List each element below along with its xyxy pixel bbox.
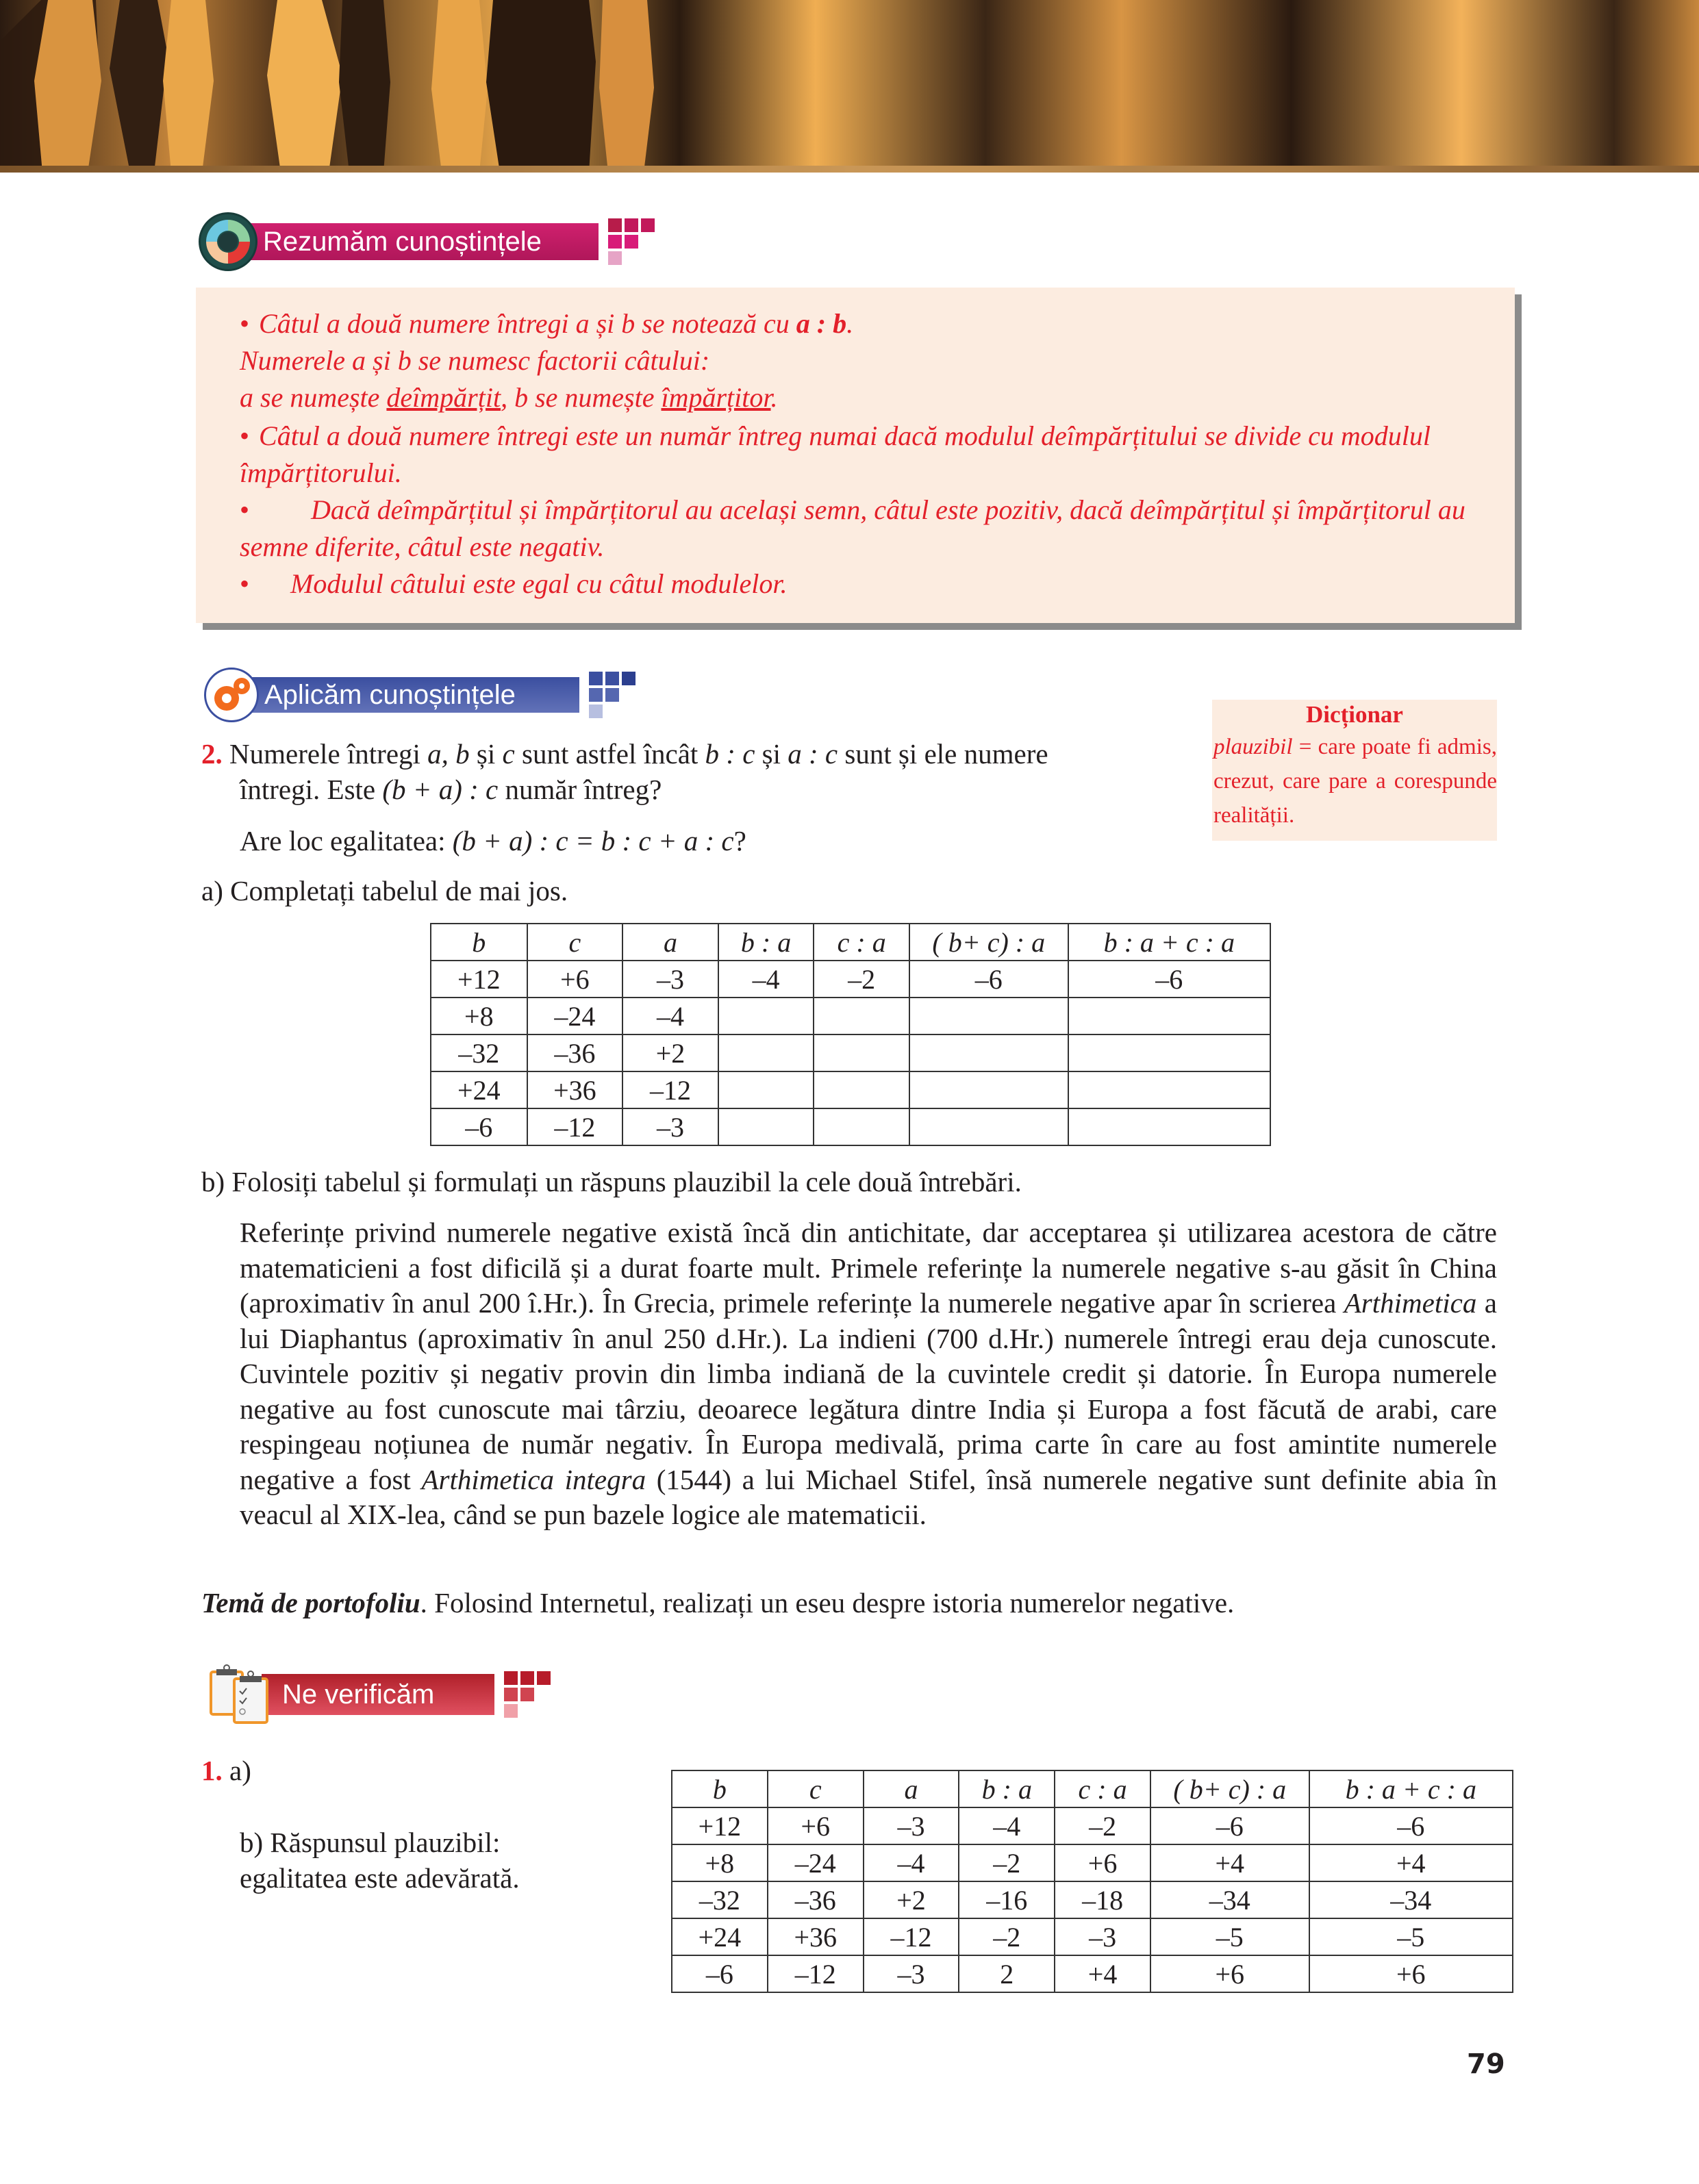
exercise-2-statement: 2. Numerele întregi a, b și c sunt astfel încât b : c și a : c sunt și ele numere xyxy=(201,738,1048,770)
table-cell[interactable] xyxy=(718,1108,814,1145)
exercise-table xyxy=(430,923,1271,1146)
table-row xyxy=(672,1918,1513,1955)
table-cell: +2 xyxy=(864,1881,959,1918)
table-row xyxy=(672,1955,1513,1992)
header-sum-of-quotients: b : a + c : a xyxy=(1068,924,1270,961)
header-a: a xyxy=(622,924,718,961)
table-cell: –5 xyxy=(1150,1918,1309,1955)
table-cell[interactable] xyxy=(718,1071,814,1108)
apply-section-header xyxy=(204,668,635,722)
portfolio-label: Temă de portofoliu xyxy=(201,1587,420,1618)
bullet: • xyxy=(240,308,250,339)
header-c-div-a: c : a xyxy=(1055,1770,1150,1807)
table-cell: –6 xyxy=(1309,1807,1513,1844)
table-cell: 2 xyxy=(959,1955,1055,1992)
table-cell[interactable] xyxy=(814,998,909,1034)
table-cell: +6 xyxy=(527,961,623,998)
table-cell: –6 xyxy=(909,961,1068,998)
table-cell: –4 xyxy=(622,998,718,1034)
squares-decoration xyxy=(608,218,655,265)
table-cell: +36 xyxy=(768,1918,864,1955)
table-cell: –24 xyxy=(527,998,623,1034)
table-cell[interactable] xyxy=(1068,1108,1270,1145)
table-cell: +4 xyxy=(1309,1844,1513,1881)
table-cell: –4 xyxy=(718,961,814,998)
dictionary-box xyxy=(1212,700,1497,841)
table-cell: +8 xyxy=(431,998,527,1034)
table-cell: –4 xyxy=(864,1844,959,1881)
answer-number: 1. xyxy=(201,1755,223,1786)
table-cell: –16 xyxy=(959,1881,1055,1918)
term-impartitor: împărțitor xyxy=(661,382,771,413)
table-row xyxy=(431,961,1270,998)
gears-icon xyxy=(204,668,259,722)
verify-section-header xyxy=(205,1664,551,1725)
summary-item-1-line2: Numerele a și b se numesc factorii câtului: xyxy=(240,345,710,376)
table-cell: +2 xyxy=(622,1034,718,1071)
exercise-2-part-a: a) Completați tabelul de mai jos. xyxy=(201,875,568,906)
table-header-row xyxy=(672,1770,1513,1807)
table-cell[interactable] xyxy=(718,998,814,1034)
table-cell: +6 xyxy=(1309,1955,1513,1992)
table-cell: –2 xyxy=(814,961,909,998)
table-cell[interactable] xyxy=(814,1071,909,1108)
table-cell: –2 xyxy=(1055,1807,1150,1844)
table-cell: –34 xyxy=(1150,1881,1309,1918)
table-cell: –3 xyxy=(864,1955,959,1992)
header-c: c xyxy=(768,1770,864,1807)
dictionary-title: Dicționar xyxy=(1306,701,1403,728)
exercise-number: 2. xyxy=(201,738,223,770)
table-cell: –32 xyxy=(672,1881,768,1918)
table-cell: –6 xyxy=(672,1955,768,1992)
table-cell: +12 xyxy=(672,1807,768,1844)
banner-strip xyxy=(0,166,1699,173)
verify-section-title: Ne verificăm xyxy=(262,1674,494,1715)
table-cell: –12 xyxy=(864,1918,959,1955)
squares-decoration xyxy=(589,672,635,718)
clipboard-checklist-icon xyxy=(205,1664,281,1725)
table-cell: +6 xyxy=(1055,1844,1150,1881)
summary-item-3: • Dacă deîmpărțitul și împărțitorul au același semn, câtul este pozitiv, dacă deîmpărțitul și împărțitorul au semne diferite, câtul este negativ. xyxy=(240,494,1465,562)
table-row xyxy=(672,1881,1513,1918)
table-cell: +6 xyxy=(1150,1955,1309,1992)
table-cell: –2 xyxy=(959,1918,1055,1955)
page-number: 79 xyxy=(1467,2048,1505,2080)
portfolio-task: Temă de portofoliu. Folosind Internetul, realizați un eseu despre istoria numerelor negative. xyxy=(201,1587,1235,1618)
summary-item-2: • Câtul a două numere întregi este un număr întreg numai dacă modulul deîmpărțitului se divide cu modulul împărțitorului. xyxy=(240,420,1431,488)
answer-1-part-b: b) Răspunsul plauzibil: egalitatea este adevărată. xyxy=(240,1827,520,1894)
table-cell: +4 xyxy=(1055,1955,1150,1992)
table-cell: –32 xyxy=(431,1034,527,1071)
table-cell: –36 xyxy=(527,1034,623,1071)
summary-item-1: • Câtul a două numere întregi a și b se notează cu a : b. xyxy=(240,308,854,339)
term-deimpartit: deîmpărțit xyxy=(386,382,501,413)
table-cell: +24 xyxy=(431,1071,527,1108)
header-banner xyxy=(0,0,1699,173)
table-cell: –18 xyxy=(1055,1881,1150,1918)
summary-item-1-line3: a se numește deîmpărțit, b se numește împărțitor. xyxy=(240,382,778,413)
hexagonal-prisms-decoration xyxy=(0,0,1699,173)
table-cell[interactable] xyxy=(909,998,1068,1034)
table-cell: –3 xyxy=(864,1807,959,1844)
table-row xyxy=(431,998,1270,1034)
table-cell: –3 xyxy=(1055,1918,1150,1955)
header-sum-div-a: ( b+ c) : a xyxy=(1150,1770,1309,1807)
table-cell[interactable] xyxy=(814,1108,909,1145)
table-cell: –2 xyxy=(959,1844,1055,1881)
table-cell: +4 xyxy=(1150,1844,1309,1881)
table-cell: –6 xyxy=(1068,961,1270,998)
history-paragraph: Referințe privind numerele negative există încă din antichitate, dar acceptarea și utilizarea acestora de către matematicieni a fost dificilă și a durat foarte mult. Primele referințe la numerele negative s-au găsit în China (aproximativ în anul 200 î.Hr.). În Grecia, primele referințe la numerele negative apar în scrierea Arthimetica a lui Diaphantus (aproximativ în anul 250 d.Hr.). La indieni (700 d.Hr.) numerele întregi erau deja cunoscute. Cuvintele pozitiv și negativ provin din limba indiană de la cuvintele credit și datorie. În Europa numerele negative au fost cunoscute mai târziu, deoarece legătura dintre India și Europa a fost făcută de arabi, care respingeau noțiunea de număr negativ. În Europa medivală, prima carte în care au fost amintite numerele negative a fost Arthimetica integra (1544) a lui Michael Stifel, însă numerele negative sunt definite abia în veacul al XIX-lea, când se pun bazele logice ale matematicii. xyxy=(240,1217,1497,1530)
answer-1-label: 1. a) xyxy=(201,1755,251,1786)
header-b-div-a: b : a xyxy=(959,1770,1055,1807)
table-cell: –3 xyxy=(622,961,718,998)
table-cell: –36 xyxy=(768,1881,864,1918)
squares-decoration xyxy=(504,1671,551,1718)
table-row xyxy=(672,1844,1513,1881)
table-cell: +12 xyxy=(431,961,527,998)
exercise-2-part-b: b) Folosiți tabelul și formulați un răspuns plauzibil la cele două întrebări. xyxy=(201,1166,1022,1197)
table-cell: +24 xyxy=(672,1918,768,1955)
table-header-row xyxy=(431,924,1270,961)
table-row xyxy=(431,1034,1270,1071)
table-cell: –4 xyxy=(959,1807,1055,1844)
table-cell: –6 xyxy=(1150,1807,1309,1844)
header-sum-of-quotients: b : a + c : a xyxy=(1309,1770,1513,1807)
table-cell: –5 xyxy=(1309,1918,1513,1955)
header-c-div-a: c : a xyxy=(814,924,909,961)
table-cell: +36 xyxy=(527,1071,623,1108)
table-cell[interactable] xyxy=(909,1034,1068,1071)
table-cell: –3 xyxy=(622,1108,718,1145)
table-cell: +6 xyxy=(768,1807,864,1844)
table-cell[interactable] xyxy=(1068,1071,1270,1108)
summary-section-title: Rezumăm cunoștințele xyxy=(242,223,599,260)
answer-table xyxy=(671,1770,1513,1993)
cycle-arrows-icon xyxy=(199,212,257,271)
table-cell: –12 xyxy=(527,1108,623,1145)
header-b: b xyxy=(672,1770,768,1807)
header-sum-div-a: ( b+ c) : a xyxy=(909,924,1068,961)
dictionary-definition: plauzibil = care poate fi admis, crezut, care pare a corespunde realității. xyxy=(1213,735,1497,828)
table-row xyxy=(431,1108,1270,1145)
table-cell: –6 xyxy=(431,1108,527,1145)
header-b: b xyxy=(431,924,527,961)
table-cell: –24 xyxy=(768,1844,864,1881)
table-row xyxy=(672,1807,1513,1844)
header-b-div-a: b : a xyxy=(718,924,814,961)
header-c: c xyxy=(527,924,623,961)
table-cell: –12 xyxy=(622,1071,718,1108)
table-cell[interactable] xyxy=(909,1108,1068,1145)
table-cell[interactable] xyxy=(1068,998,1270,1034)
summary-box xyxy=(196,288,1515,623)
table-cell[interactable] xyxy=(718,1034,814,1071)
apply-section-title: Aplicăm cunoștințele xyxy=(244,677,579,713)
table-cell: –12 xyxy=(768,1955,864,1992)
exercise-2-question-1: întregi. Este (b + a) : c număr întreg? xyxy=(240,774,662,805)
table-cell[interactable] xyxy=(814,1034,909,1071)
summary-section-header xyxy=(199,212,655,271)
table-cell[interactable] xyxy=(1068,1034,1270,1071)
table-cell[interactable] xyxy=(909,1071,1068,1108)
exercise-2-question-2: Are loc egalitatea: (b + a) : c = b : c + a : c? xyxy=(240,825,746,856)
table-cell: –34 xyxy=(1309,1881,1513,1918)
summary-item-4: • Modulul câtului este egal cu câtul modulelor. xyxy=(240,568,788,599)
header-a: a xyxy=(864,1770,959,1807)
table-cell: +8 xyxy=(672,1844,768,1881)
table-row xyxy=(431,1071,1270,1108)
